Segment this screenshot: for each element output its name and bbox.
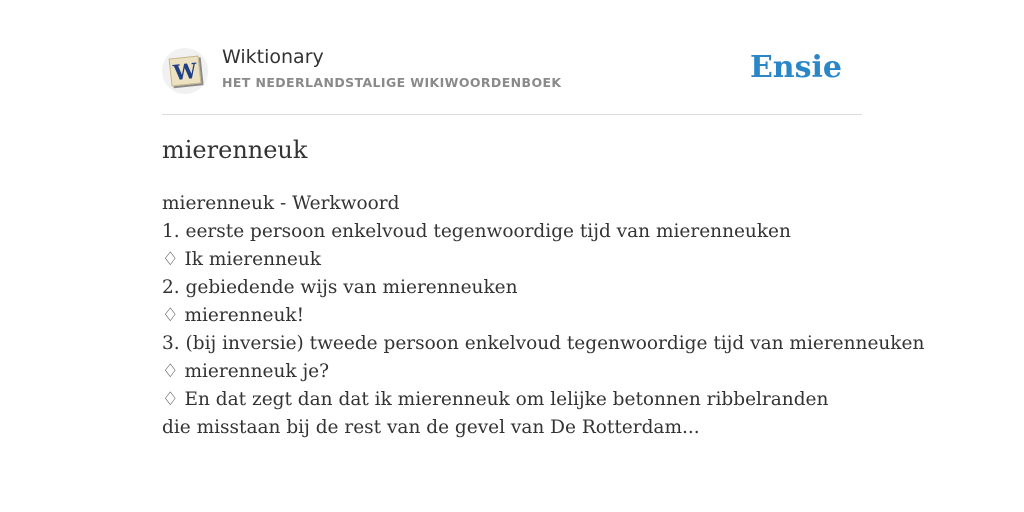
wiktionary-logo[interactable] <box>162 48 208 94</box>
logo-letter: W <box>172 57 199 86</box>
wiktionary-tile-icon <box>169 56 202 87</box>
definition-2: 2. gebiedende wijs van mierenneuken <box>162 277 518 298</box>
site-header <box>162 44 862 115</box>
definition-3: 3. (bij inversie) tweede persoon enkelvoud tegenwoordige tijd van mierenneuken <box>162 333 925 354</box>
site-tagline: HET NEDERLANDSTALIGE WIKIWOORDENBOEK <box>222 75 562 90</box>
example-3: ♢ mierenneuk je? <box>162 361 330 382</box>
site-name[interactable]: Wiktionary <box>222 46 324 68</box>
entry-heading: mierenneuk - Werkwoord <box>162 193 400 214</box>
example-1: ♢ Ik mierenneuk <box>162 249 321 270</box>
ensie-brand-link[interactable]: Ensie <box>749 50 842 85</box>
example-2: ♢ mierenneuk! <box>162 305 305 326</box>
entry-content <box>162 190 925 442</box>
definition-1: 1. eerste persoon enkelvoud tegenwoordige tijd van mierenneuken <box>162 221 791 242</box>
page-title: mierenneuk <box>162 136 308 164</box>
example-4: ♢ En dat zegt dan dat ik mierenneuk om lelijke betonnen ribbelranden die misstaan bij de rest van de gevel van De Rotterdam... <box>162 389 829 438</box>
